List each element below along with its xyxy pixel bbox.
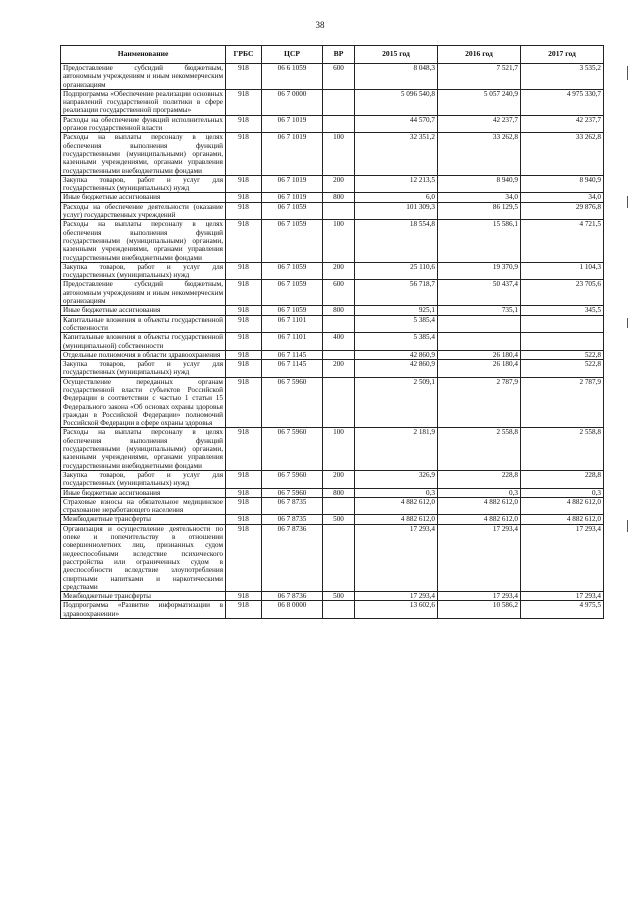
cell-2016: 10 586,2: [438, 601, 521, 619]
cell-csr: 06 8 0000: [262, 601, 323, 619]
cell-2017: 522,8: [521, 360, 604, 378]
cell-name: Организация и осуществление деятельности по опеке и попечительству в отношении совершеннолетних лиц, признанных судом недееспособными вследствие психического расстройства или ограниченных судом в дееспособности вследствие злоупотребления спиртными напитками и наркотическими средствами: [61, 524, 226, 591]
cell-vr: 200: [323, 470, 355, 488]
table-row: [61, 220, 604, 262]
cell-vr: [323, 89, 355, 115]
cell-grbs: 918: [226, 220, 262, 262]
cell-name: Подпрограмма «Обеспечение реализации основных направлений государственной политики в сфере реализации государственной программы»: [61, 89, 226, 115]
cell-grbs: 918: [226, 89, 262, 115]
scan-margin-mark: [627, 520, 628, 532]
cell-2017: 42 237,7: [521, 115, 604, 133]
cell-name: Расходы на выплаты персоналу в целях обеспечения выполнения функций государственными (муниципальными) органами, казенными учреждениями, органами управления государственными внебюджетными фондами: [61, 133, 226, 175]
cell-vr: [323, 115, 355, 133]
budget-table: [60, 45, 604, 619]
cell-2017: 522,8: [521, 350, 604, 359]
cell-grbs: 918: [226, 115, 262, 133]
cell-vr: 100: [323, 428, 355, 470]
cell-2016: 26 180,4: [438, 350, 521, 359]
cell-csr: 06 7 8736: [262, 592, 323, 601]
cell-2016: 42 237,7: [438, 115, 521, 133]
cell-csr: 06 7 1101: [262, 315, 323, 333]
cell-csr: 06 7 1059: [262, 202, 323, 220]
cell-csr: 06 7 1059: [262, 262, 323, 280]
cell-2015: 12 213,5: [355, 175, 438, 193]
cell-name: Подпрограмма «Развитие информатизации в здравоохранении»: [61, 601, 226, 619]
cell-2016: 19 370,9: [438, 262, 521, 280]
cell-2016: 735,1: [438, 306, 521, 315]
cell-2015: 17 293,4: [355, 524, 438, 591]
cell-2017: 8 940,9: [521, 175, 604, 193]
cell-csr: 06 7 5960: [262, 377, 323, 428]
cell-2016: 2 558,8: [438, 428, 521, 470]
cell-2017: 3 535,2: [521, 64, 604, 90]
cell-csr: 06 7 8736: [262, 524, 323, 591]
table-row: [61, 193, 604, 202]
cell-2017: 33 262,8: [521, 133, 604, 175]
cell-name: Закупка товаров, работ и услуг для государственных (муниципальных) нужд: [61, 360, 226, 378]
cell-csr: 06 7 8735: [262, 497, 323, 515]
cell-vr: [323, 601, 355, 619]
scan-margin-mark: [627, 66, 628, 80]
cell-2015: 17 293,4: [355, 592, 438, 601]
table-row: [61, 601, 604, 619]
cell-name: Капитальные вложения в объекты государственной собственности: [61, 315, 226, 333]
table-row: [61, 524, 604, 591]
scan-margin-mark: [627, 196, 628, 208]
table-row: [61, 470, 604, 488]
cell-name: Иные бюджетные ассигнования: [61, 193, 226, 202]
cell-grbs: 918: [226, 497, 262, 515]
cell-2015: 326,9: [355, 470, 438, 488]
cell-2017: 17 293,4: [521, 524, 604, 591]
table-header-row: [61, 46, 604, 64]
cell-csr: 06 7 1059: [262, 280, 323, 306]
cell-grbs: 918: [226, 64, 262, 90]
cell-2017: 4 721,5: [521, 220, 604, 262]
column-header-2016: 2016 год: [438, 46, 521, 64]
cell-grbs: 918: [226, 193, 262, 202]
cell-2016: 4 882 612,0: [438, 497, 521, 515]
table-row: [61, 350, 604, 359]
cell-2017: [521, 333, 604, 351]
table-row: [61, 592, 604, 601]
cell-2015: 5 385,4: [355, 333, 438, 351]
cell-grbs: 918: [226, 175, 262, 193]
cell-csr: 06 7 1101: [262, 333, 323, 351]
cell-csr: 06 7 1145: [262, 350, 323, 359]
cell-2017: 29 876,8: [521, 202, 604, 220]
cell-2015: 18 554,8: [355, 220, 438, 262]
cell-name: Расходы на обеспечение функций исполнительных органов государственной власти: [61, 115, 226, 133]
column-header-csr: ЦСР: [262, 46, 323, 64]
cell-vr: 200: [323, 175, 355, 193]
cell-2017: 2 558,8: [521, 428, 604, 470]
cell-name: Межбюджетные трансферты: [61, 592, 226, 601]
cell-2017: [521, 315, 604, 333]
cell-2015: 0,3: [355, 488, 438, 497]
cell-2016: 17 293,4: [438, 592, 521, 601]
cell-2016: 34,0: [438, 193, 521, 202]
cell-vr: 600: [323, 280, 355, 306]
table-row: [61, 89, 604, 115]
cell-grbs: 918: [226, 360, 262, 378]
cell-2017: 345,5: [521, 306, 604, 315]
cell-2015: 2 181,9: [355, 428, 438, 470]
cell-csr: 06 7 1019: [262, 115, 323, 133]
cell-2015: 4 882 612,0: [355, 515, 438, 524]
cell-vr: 500: [323, 515, 355, 524]
table-row: [61, 262, 604, 280]
table-row: [61, 360, 604, 378]
table-row: [61, 515, 604, 524]
cell-vr: 100: [323, 220, 355, 262]
cell-2016: 26 180,4: [438, 360, 521, 378]
cell-csr: 06 7 1145: [262, 360, 323, 378]
cell-name: Страховые взносы на обязательное медицинское страхование неработающего населения: [61, 497, 226, 515]
cell-vr: 200: [323, 262, 355, 280]
cell-2017: 1 104,3: [521, 262, 604, 280]
cell-vr: [323, 350, 355, 359]
cell-name: Предоставление субсидий бюджетным, автономным учреждениям и иным некоммерческим организациям: [61, 64, 226, 90]
table-body: [61, 64, 604, 619]
cell-2016: 2 787,9: [438, 377, 521, 428]
cell-name: Закупка товаров, работ и услуг для государственных (муниципальных) нужд: [61, 175, 226, 193]
cell-grbs: 918: [226, 515, 262, 524]
cell-vr: 100: [323, 133, 355, 175]
cell-vr: 800: [323, 193, 355, 202]
cell-csr: 06 7 8735: [262, 515, 323, 524]
cell-2017: 17 293,4: [521, 592, 604, 601]
scan-margin-mark: [627, 318, 628, 328]
cell-name: Межбюджетные трансферты: [61, 515, 226, 524]
table-row: [61, 488, 604, 497]
table-row: [61, 377, 604, 428]
cell-2015: 32 351,2: [355, 133, 438, 175]
cell-vr: [323, 497, 355, 515]
cell-grbs: 918: [226, 280, 262, 306]
cell-grbs: 918: [226, 470, 262, 488]
cell-2015: 42 860,9: [355, 360, 438, 378]
cell-csr: 06 7 1059: [262, 220, 323, 262]
cell-csr: 06 7 1059: [262, 306, 323, 315]
cell-2017: 4 882 612,0: [521, 515, 604, 524]
cell-csr: 06 7 0000: [262, 89, 323, 115]
cell-vr: 400: [323, 333, 355, 351]
cell-name: Иные бюджетные ассигнования: [61, 488, 226, 497]
cell-2016: 7 521,7: [438, 64, 521, 90]
column-header-2015: 2015 год: [355, 46, 438, 64]
cell-2016: 15 586,1: [438, 220, 521, 262]
table-row: [61, 315, 604, 333]
cell-name: Закупка товаров, работ и услуг для государственных (муниципальных) нужд: [61, 262, 226, 280]
cell-name: Отдельные полномочия в области здравоохранения: [61, 350, 226, 359]
cell-2015: 5 385,4: [355, 315, 438, 333]
table-row: [61, 133, 604, 175]
cell-2016: 228,8: [438, 470, 521, 488]
table-row: [61, 497, 604, 515]
column-header-2017: 2017 год: [521, 46, 604, 64]
cell-name: Расходы на выплаты персоналу в целях обеспечения выполнения функций государственными (муниципальными) органами, казенными учреждениями, органами управления государственными внебюджетными фондами: [61, 220, 226, 262]
cell-2016: 33 262,8: [438, 133, 521, 175]
table-row: [61, 115, 604, 133]
cell-grbs: 918: [226, 524, 262, 591]
table-row: [61, 428, 604, 470]
cell-2016: 86 129,5: [438, 202, 521, 220]
cell-csr: 06 7 5960: [262, 488, 323, 497]
cell-csr: 06 7 1019: [262, 193, 323, 202]
cell-2016: 4 882 612,0: [438, 515, 521, 524]
cell-name: Расходы на обеспечение деятельности (оказание услуг) государственных учреждений: [61, 202, 226, 220]
cell-2015: 101 309,3: [355, 202, 438, 220]
cell-csr: 06 6 1059: [262, 64, 323, 90]
cell-grbs: 918: [226, 315, 262, 333]
table-row: [61, 64, 604, 90]
cell-csr: 06 7 1019: [262, 175, 323, 193]
cell-2015: 56 718,7: [355, 280, 438, 306]
cell-name: Иные бюджетные ассигнования: [61, 306, 226, 315]
cell-2015: 13 602,6: [355, 601, 438, 619]
cell-2015: 25 110,6: [355, 262, 438, 280]
table-row: [61, 280, 604, 306]
cell-vr: [323, 202, 355, 220]
cell-2017: 34,0: [521, 193, 604, 202]
cell-2015: 8 048,3: [355, 64, 438, 90]
page-number: 38: [315, 20, 325, 30]
table-row: [61, 333, 604, 351]
cell-name: Расходы на выплаты персоналу в целях обеспечения выполнения функций государственными (муниципальными) органами, казенными учреждениями, органами управления государственными внебюджетными фондами: [61, 428, 226, 470]
cell-csr: 06 7 1019: [262, 133, 323, 175]
cell-2015: 5 096 540,8: [355, 89, 438, 115]
cell-2016: [438, 333, 521, 351]
cell-2015: 925,1: [355, 306, 438, 315]
cell-2016: [438, 315, 521, 333]
cell-grbs: 918: [226, 601, 262, 619]
cell-grbs: 918: [226, 202, 262, 220]
cell-grbs: 918: [226, 262, 262, 280]
cell-name: Предоставление субсидий бюджетным, автономным учреждениям и иным некоммерческим организациям: [61, 280, 226, 306]
cell-2016: 0,3: [438, 488, 521, 497]
cell-2017: 0,3: [521, 488, 604, 497]
table-row: [61, 202, 604, 220]
cell-2015: 2 509,1: [355, 377, 438, 428]
cell-vr: [323, 377, 355, 428]
cell-name: Капитальные вложения в объекты государственной (муниципальной) собственности: [61, 333, 226, 351]
cell-vr: 500: [323, 592, 355, 601]
cell-grbs: 918: [226, 428, 262, 470]
cell-grbs: 918: [226, 377, 262, 428]
cell-grbs: 918: [226, 592, 262, 601]
cell-grbs: 918: [226, 306, 262, 315]
cell-vr: 600: [323, 64, 355, 90]
column-header-vr: ВР: [323, 46, 355, 64]
cell-2017: 4 882 612,0: [521, 497, 604, 515]
cell-2015: 44 570,7: [355, 115, 438, 133]
cell-csr: 06 7 5960: [262, 470, 323, 488]
cell-vr: 800: [323, 306, 355, 315]
table-row: [61, 306, 604, 315]
cell-csr: 06 7 5960: [262, 428, 323, 470]
cell-2015: 42 860,9: [355, 350, 438, 359]
table-row: [61, 175, 604, 193]
cell-grbs: 918: [226, 133, 262, 175]
cell-2016: 17 293,4: [438, 524, 521, 591]
cell-2015: 6,0: [355, 193, 438, 202]
cell-vr: [323, 524, 355, 591]
cell-2016: 5 057 240,9: [438, 89, 521, 115]
cell-grbs: 918: [226, 350, 262, 359]
cell-2017: 2 787,9: [521, 377, 604, 428]
cell-vr: 200: [323, 360, 355, 378]
column-header-name: Наименование: [61, 46, 226, 64]
cell-2016: 8 940,9: [438, 175, 521, 193]
cell-name: Осуществление переданных органам государственной власти субъектов Российской Федерации в соответствии с частью 1 статьи 15 Федерального закона «Об основах охраны здоровья граждан в Российской Федерации» полномочий Российской Федерации в сфере охраны здоровья: [61, 377, 226, 428]
cell-name: Закупка товаров, работ и услуг для государственных (муниципальных) нужд: [61, 470, 226, 488]
cell-vr: [323, 315, 355, 333]
cell-2016: 50 437,4: [438, 280, 521, 306]
cell-2017: 228,8: [521, 470, 604, 488]
cell-grbs: 918: [226, 488, 262, 497]
cell-2017: 4 975 330,7: [521, 89, 604, 115]
cell-grbs: 918: [226, 333, 262, 351]
cell-2017: 4 975,5: [521, 601, 604, 619]
column-header-grbs: ГРБС: [226, 46, 262, 64]
cell-2015: 4 882 612,0: [355, 497, 438, 515]
cell-vr: 800: [323, 488, 355, 497]
cell-2017: 23 705,6: [521, 280, 604, 306]
